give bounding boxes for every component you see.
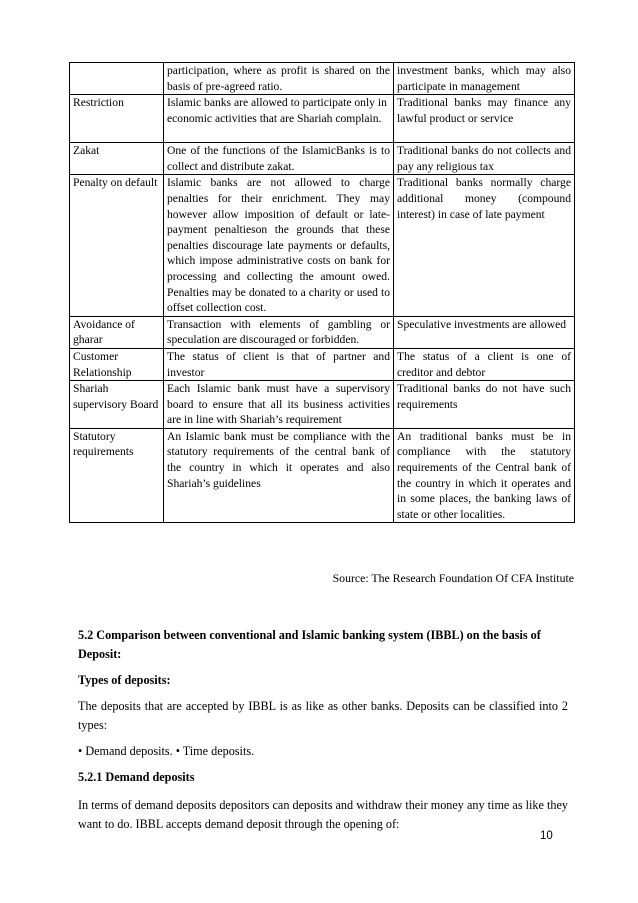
islamic-cell: The status of client is that of partner and investor [164, 348, 394, 380]
islamic-cell: One of the functions of the IslamicBanks is to collect and distribute zakat. [164, 143, 394, 175]
traditional-cell: investment banks, which may also participate in management [394, 63, 575, 95]
islamic-cell: Islamic banks are not allowed to charge penalties for their enrichment. They may however allow imposition of default or late- payment penaltieson the grounds that these penalties discourage late payments or defaults, which impose administrative costs on bank for processing and collecting the amount owed. Penalties may be donated to a charity or used to offset collection cost. [164, 175, 394, 316]
demand-deposits-paragraph: In terms of demand deposits depositors can deposits and withdraw their money any time as like they want to do. IBBL accepts demand deposit through the opening of: [78, 798, 568, 831]
table-row [70, 175, 575, 316]
traditional-cell: An traditional banks must be in compliance with the statutory requirements of the Central bank of the country in which it operates and in some places, the banking laws of state or other localities. [394, 428, 575, 523]
types-paragraph: The deposits that are accepted by IBBL is as like as other banks. Deposits can be classified into 2 types: [78, 699, 568, 732]
traditional-cell: Traditional banks do not collects and pay any religious tax [394, 143, 575, 175]
traditional-cell: The status of a client is one of creditor and debtor [394, 348, 575, 380]
table-row [70, 95, 575, 143]
table-row [70, 63, 575, 95]
row-label: Shariah supervisory Board [70, 381, 164, 429]
row-label: Customer Relationship [70, 348, 164, 380]
row-label: Statutory requirements [70, 428, 164, 523]
table-row [70, 316, 575, 348]
types-heading: Types of deposits: [78, 673, 171, 687]
table-row [70, 428, 575, 523]
table-row [70, 348, 575, 380]
row-label [70, 63, 164, 95]
row-label: Avoidance of gharar [70, 316, 164, 348]
islamic-cell: Each Islamic bank must have a supervisory board to ensure that all its business activities are in line with Shariah’s requirement [164, 381, 394, 429]
table-source-note: Source: The Research Foundation Of CFA Institute [332, 571, 574, 585]
islamic-cell: Transaction with elements of gambling or speculation are discouraged or forbidden. [164, 316, 394, 348]
traditional-cell: Traditional banks do not have such requirements [394, 381, 575, 429]
row-label: Penalty on default [70, 175, 164, 316]
row-label: Restriction [70, 95, 164, 143]
page-number: 10 [540, 830, 553, 842]
table-row [70, 381, 575, 429]
traditional-cell: Traditional banks normally charge additional money (compound interest) in case of late payment [394, 175, 575, 316]
row-label: Zakat [70, 143, 164, 175]
traditional-cell: Traditional banks may finance any lawful product or service [394, 95, 575, 143]
table-row [70, 143, 575, 175]
traditional-cell: Speculative investments are allowed [394, 316, 575, 348]
islamic-cell: An Islamic bank must be compliance with the statutory requirements of the central bank of the country in which it operates and also Shariah’s guidelines [164, 428, 394, 523]
islamic-cell: Islamic banks are allowed to participate only in economic activities that are Shariah complain. [164, 95, 394, 143]
comparison-table [69, 62, 575, 523]
section-heading: 5.2 Comparison between conventional and Islamic banking system (IBBL) on the basis of Deposit: [78, 628, 541, 661]
demand-deposits-heading: 5.2.1 Demand deposits [78, 770, 195, 784]
deposit-types-bullets: • Demand deposits. • Time deposits. [78, 744, 255, 758]
islamic-cell: participation, where as profit is shared on the basis of pre-agreed ratio. [164, 63, 394, 95]
